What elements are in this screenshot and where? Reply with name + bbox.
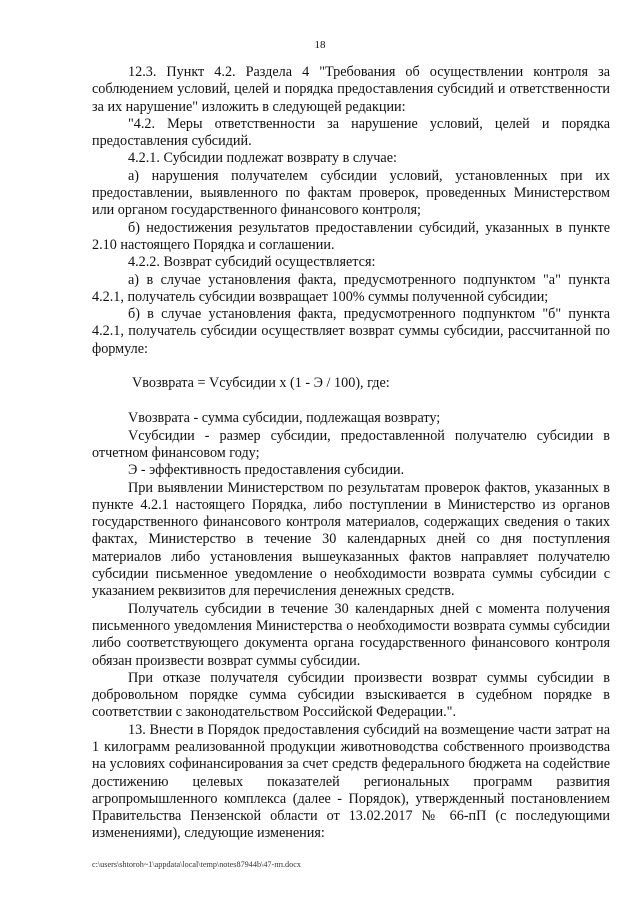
paragraph-court-recovery: При отказе получателя субсидии произвести возврат суммы субсидии в добровольном порядке сумма субсидии взыскивается в судебном порядке в соответствии с законодательством Российской Федерации.". [92, 669, 610, 721]
paragraph-notification: При выявлении Министерством по результатам проверок фактов, указанных в пункте 4.2.1 настоящего Порядка, либо поступлении в Министерство из органов государственного финансового контроля материалов, содержащих сведения о таких фактах, Министерство в течение 30 календарных дней со дня поступления материалов либо установления вышеуказанных фактов направляет получателю субсидии письменное уведомление о необходимости возврата суммы субсидии с указанием реквизитов для перечисления денежных средств. [92, 479, 610, 600]
paragraph-4-2-2: 4.2.2. Возврат субсидий осуществляется: [128, 254, 376, 271]
file-path-footer: c:\users\shtoroh~1\appdata\local\temp\notes87944b\47-пп.docx [92, 860, 301, 869]
document-body [92, 64, 610, 843]
paragraph-4-2-1: 4.2.1. Субсидии подлежат возврату в случае: [128, 150, 397, 167]
paragraph-13: 13. Внести в Порядок предоставления субсидий на возмещение части затрат на 1 килограмм реализованной продукции животноводства собственного производства на условиях софинансирования за счет средств федерального бюджета на содействие достижению целевых показателей региональных программ развития агропромышленного комплекса (далее - Порядок), утвержденный постановлением Правительства Пензенской области от 13.02.2017 № 66-пП (с последующими изменениями), следующие изменения: [92, 721, 610, 842]
paragraph-4-2-2-a: а) в случае установления факта, предусмотренного подпунктом "а" пункта 4.2.1, получатель субсидии возвращает 100% суммы полученной субсидии; [92, 271, 610, 305]
page-number: 18 [314, 39, 326, 51]
definition-v-subsidy: Vсубсидии - размер субсидии, предоставленной получателю субсидии в отчетном финансовом году; [92, 427, 610, 461]
definition-v-refund: Vвозврата - сумма субсидии, подлежащая возврату; [128, 410, 441, 427]
paragraph-4-2-1-b: б) недостижения результатов предоставлении субсидий, указанных в пункте 2.10 настоящего Порядка и соглашении. [92, 219, 610, 253]
paragraph-4-2-2-b: б) в случае установления факта, предусмотренного подпунктом "б" пункта 4.2.1, получатель субсидии осуществляет возврат суммы субсидии, рассчитанной по формуле: [92, 306, 610, 357]
paragraph-refund-deadline: Получатель субсидии в течение 30 календарных дней с момента получения письменного уведомления Министерства о необходимости возврата суммы субсидии либо соответствующего документа органа государственного финансового контроля обязан произвести возврат суммы субсидии. [92, 600, 610, 669]
paragraph-4-2-1-a: а) нарушения получателем субсидии условий, установленных при их предоставлении, выявленного по фактам проверок, проведенных Министерством или органом государственного финансового контроля; [92, 167, 610, 219]
paragraph-12-3: 12.3. Пункт 4.2. Раздела 4 "Требования об осуществлении контроля за соблюдением условий, целей и порядка предоставления субсидий и ответственности за их нарушение" изложить в следующей редакции: [92, 64, 610, 115]
definition-efficiency: Э - эффективность предоставления субсидии. [128, 462, 405, 479]
paragraph-4-2-heading: "4.2. Меры ответственности за нарушение условий, целей и порядка предоставления субсидий. [92, 115, 610, 150]
refund-formula: Vвозврата = Vсубсидии x (1 - Э / 100), где: [132, 375, 390, 392]
